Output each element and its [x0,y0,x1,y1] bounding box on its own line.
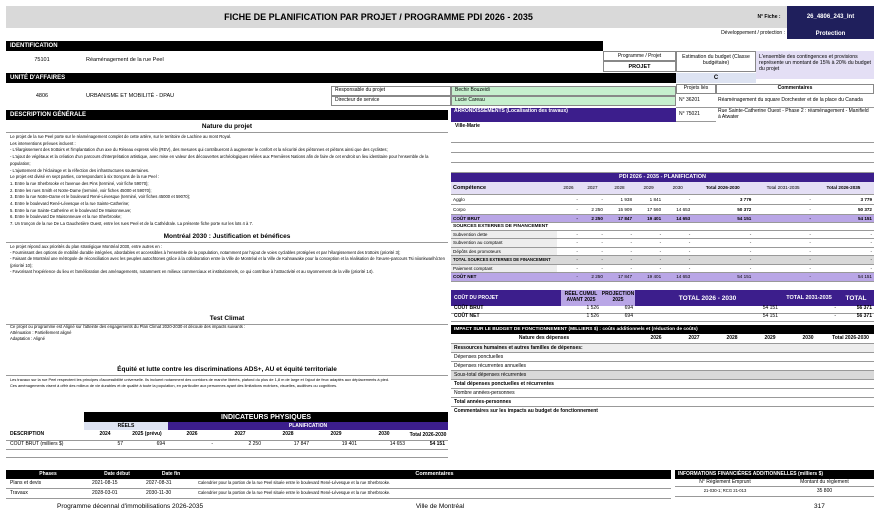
cell: 694 [624,313,633,319]
total3-label: TOTAL [838,290,874,306]
fiche-label: N° Fiche : [751,6,787,28]
cell: 14 653 [663,273,692,282]
phase-end: 2030-11-30 [146,489,172,496]
impact-row: Total années-personnes [451,398,874,407]
cell: - [813,256,874,265]
cell: - [813,247,874,256]
cell: 54 151 [429,441,445,448]
year-col: Total 2031-2035 [753,182,813,194]
linked-no-2: N° 75021 [676,108,716,122]
year-col: 2030 [663,182,692,194]
dir-label: Directeur de service [331,96,451,106]
phase-start: 2028-03-01 [92,489,118,496]
description-header: DESCRIPTION GÉNÉRALE [6,110,448,120]
cell: - [813,264,874,273]
phases-col: Date fin [161,470,181,477]
cell: - [753,273,813,282]
contingence-note: L'ensemble des contingences et provisions représente un montant de 15% à 20% du budget du projet [756,51,874,79]
cell: - [753,264,813,273]
nature-line: - L'ajout de végétaux et la création d'un parcours d'interprétation artistique, avec mise en valeur des découvertes archéologiques reliées aux Premières Nations afin de faire de cet endroit un lieu identitaire pour l'ensemble de la population; [10,154,429,166]
cell: - [663,230,692,239]
table-row [451,256,874,265]
fiche-number: 26_4806_243_Int [787,6,874,28]
ads-text [10,377,446,393]
nature-line: 3. Entre la rue Notre-Dame et le boulevard René-Lévesque (terminé, voir fiches 45000 et 59070); [10,194,191,200]
dev-label: Développement / protection : [721,29,785,36]
cell: - [663,256,692,265]
fin-col: N° Règlement Emprunt [699,478,751,485]
row-label: Agglo [451,194,557,204]
dev-value: Protection [787,28,874,39]
project-number: 75101 [34,56,50,63]
cell: - [634,239,663,248]
prog-label: Programme / Projet [603,51,676,61]
resp-label: Responsable du projet [331,86,451,96]
cell: 56 371 [856,313,872,319]
cell: - [557,264,580,273]
table-row [451,314,874,322]
prog-value: PROJET [603,61,676,72]
table-row [451,230,874,239]
cell: - [753,247,813,256]
proj-label: PROJECTION 2025 [601,290,635,306]
cell: 14 653 [389,441,405,448]
cell: - [692,264,753,273]
cell: 17 847 [605,273,634,282]
cell: - [834,305,836,311]
phase-comment: Calendrier pour la portion de la rue Peel située entre le boulevard René-Lévesque et la rue Sherbrooke. [198,490,391,496]
cell: - [580,239,605,248]
cell: - [605,247,634,256]
climat-text [10,324,446,360]
cell: - [834,313,836,319]
year-col: 2024 [99,431,111,438]
cell: 54 151 [692,273,753,282]
cell: 17 847 [293,441,309,448]
year-col: 2028 [282,431,294,438]
cell: 56 371 [856,305,872,311]
cell: 1 526 [586,305,599,311]
year-col: 2030 [378,431,390,438]
table-row [6,441,448,450]
row-label: Paiement comptant [451,264,557,273]
desc-label: DESCRIPTION [10,431,45,438]
m2030-line: - Fournissant des options de mobilité durable intégrées, abordables et accessibles à l'ensemble de la population, notamment par l'ajout de voies cyclables protégées et par l'élargissement des trottoirs (priorité 3); [10,250,401,256]
year-col: 2027 [234,431,246,438]
cell: - [557,204,580,214]
table-row [451,194,874,204]
linked-label: Projets liés [676,84,716,94]
cell: 19 401 [634,214,663,222]
cell: - [753,194,813,204]
cout-projet-label: COÛT DU PROJET [451,290,561,306]
estim-label: Estimation du budget (Classe budgétaire) [676,51,756,72]
nature-line: 5. Entre la rue Sainte-Catherine et le boulevard De Maisonneuve; [10,207,132,213]
cell: 1 938 [605,194,634,204]
arr-value: Ville-Marie [455,123,480,129]
plan-label: PLANIFICATION [168,422,448,430]
ads-line: Les travaux sur la rue Peel respectent les principes d'accessibilité universelle. Ils incluent notamment des corridors de marche libérés, plafond du plus de 1,8 m de large et l'ajout de feux adaptés aux déplacements à pied. [10,377,390,382]
cout-projet-table [451,290,874,322]
impact-row: Dépenses ponctuelles [451,353,874,362]
cell: - [580,256,605,265]
fin-title: INFORMATIONS FINANCIÈRES ADDITIONNELLES (milliers $) [675,470,874,479]
unite-header: UNITÉ D'AFFAIRES [6,73,676,83]
cell: - [557,239,580,248]
reels-label: RÉELS [84,422,168,430]
cell: 2 250 [580,273,605,282]
table-row [451,239,874,248]
cell: 15 909 [605,204,634,214]
linked-text-2: Rue Sainte-Catherine Ouest - Phase 2 : réaménagement - Manifield à Atwater [718,108,869,120]
footer-center: Ville de Montréal [415,503,465,510]
phase-end: 2027-08-31 [146,479,172,486]
dir-value: Lucie Careau [451,96,676,106]
row-label: COÛT BRUT [454,305,484,311]
cell: - [813,230,874,239]
cell: 54 151 [762,313,778,319]
cell: - [580,264,605,273]
nature-line: - L'élargissement des trottoirs et l'implantation d'un axe du Réseau express vélo (REV), des mesures qui contribueront à augmenter le confort et la sécurité des piétonnes et piétons ainsi que des cyclistes; [10,147,388,153]
phase-name: Plans et devis [10,479,42,486]
title-bar [6,6,751,28]
table-row [6,489,671,499]
year-col: Total 2026-2035 [813,182,874,194]
m2030-line: - Faisant de Montréal une métropole de réconciliation avec les peuples autochtones grâce à la collaboration entre la Ville de Montréal et la Ville de Kahnawake pour la conception et la réalisation de l'œuvre-parcours Tsi niionkwarihò:ten (priorité 10); [10,256,445,268]
year-col: 2026 [186,431,198,438]
nature-line: Les interventions prévues incluent : [10,140,76,146]
nature-line: 1. Entre la rue Sherbrooke et l'avenue des Pins (terminé, voir fiche 59070); [10,180,149,186]
climat-line: Ce projet ou programme est Aligné sur l'atteinte des engagements du Plan Climat 2020-2030 et découle des impacts suivants : [10,324,246,329]
unite-number: 4806 [35,92,49,99]
table-row [451,306,874,314]
impact-table [451,325,874,416]
cell: - [557,230,580,239]
row-label: Subvention au comptant [451,239,557,248]
cell: - [663,239,692,248]
year-col: 2029 [634,182,663,194]
year-col: 2029 [764,334,776,341]
row-label: Subvention dette [451,230,557,239]
cell: - [557,214,580,222]
cell: - [634,256,663,265]
cell: - [634,247,663,256]
row-label: Corpo [451,204,557,214]
table-row [451,214,874,222]
impact-row: Ressources humaines et autres familles de dépenses: [451,344,874,353]
nature-line: Le projet de la rue Peel porte sur le réaménagement complet de cette artère, sur le territoire de Lachine au mont Royal. [10,134,232,139]
cell: - [557,256,580,265]
cell: - [557,247,580,256]
footer-page: 317 [814,503,825,510]
fin-amount: 35 800 [816,487,833,494]
m2030-text [10,244,446,302]
linked-no-1: N° 36201 [676,94,716,108]
cell: 54 151 [813,273,874,282]
year-col: 2026 [650,334,662,341]
phase-start: 2021-08-15 [92,479,118,486]
row-label: COÛT NET [451,273,557,282]
cell: 54 151 [692,214,753,222]
page-title: FICHE DE PLANIFICATION PAR PROJET / PROGRAMME PDI 2026 - 2035 [224,12,533,22]
cell: 694 [156,441,165,448]
cell: - [211,441,213,448]
pdi-table [451,173,874,282]
climat-line: Adaptation : Aligné [10,336,45,342]
cell: - [663,194,692,204]
impact-row: Sous-total dépenses récurrentes [451,371,874,380]
fin-reg: 21-030-1; RCG 21-013 [703,488,747,494]
table-row [451,204,874,214]
nature-line: - L'ajustement de l'éclairage et la réfection des infrastructures souterraines. [10,167,150,173]
cell: - [753,230,813,239]
climat-line: Atténuation : Partiellement aligné [10,330,72,336]
cell: - [692,230,753,239]
cell: - [692,247,753,256]
cell: 14 653 [663,214,692,222]
cell: 694 [624,305,633,311]
phases-col: Commentaires [415,471,454,478]
cell: 54 151 [813,214,874,222]
impact-row: Total dépenses ponctuelles et récurrentes [451,380,874,389]
cell: - [753,256,813,265]
ads-line: Ces aménagements visent à offrir des milieux de vie durables et de qualité à toute la population, en particulier aux personnes ayant des limitations motrices, visuelles, auditives ou cognitives. [10,382,338,388]
year-col: 2030 [802,334,814,341]
year-col: Total 2026-2030 [832,335,869,341]
total-label: TOTAL 2026 - 2030 [635,290,780,306]
sources-label: SOURCES EXTERNES DE FINANCEMENT [451,222,874,230]
year-col: 2027 [580,182,605,194]
cell: 57 [117,441,123,448]
project-name: Réaménagement de la rue Peel [86,56,164,63]
cell: - [634,264,663,273]
indicateurs-table [6,412,448,458]
nature-title: Nature du projet [6,123,448,133]
resp-value: Bechir Bouzeidi [451,86,676,96]
arr-label: ARRONDISSEMENTS (Localisation des travaux) [451,108,676,122]
row-label: COÛT BRUT [451,214,557,222]
cell: 3 779 [692,194,753,204]
phases-col: Phases [39,470,57,477]
table-row [451,273,874,282]
nature-label: Nature des dépenses [518,334,570,341]
year-col: 2027 [688,334,700,341]
cell: 2 250 [580,214,605,222]
nature-line: 2. Entre les rues Smith et Notre-Dame (terminé, voir fiches 45000 et 59070); [10,187,152,193]
total2-label: TOTAL 2031-2035 [780,290,838,306]
phase-name: Travaux [10,489,28,496]
cell: 50 372 [813,204,874,214]
table-row [6,479,671,489]
impact-comments-label: Commentaires sur les impacts au budget de fonctionnement [454,408,598,414]
nature-line: 4. Entre le boulevard René-Lévesque et la rue Sainte-Catherine; [10,201,130,207]
year-col: 2025 (prévu) [132,431,162,438]
table-row [675,487,874,497]
cell: 3 779 [813,194,874,204]
cell: - [753,214,813,222]
identification-header: IDENTIFICATION [6,41,603,51]
nature-line: 7. Un tronçon de la rue De La Gauchetière Ouest, entre les rues Peel et de la Cathédrale. La présente fiche porte sur les lots 4 à 7. [10,221,254,227]
cell: - [605,256,634,265]
year-col: Total 2026-2030 [409,431,447,438]
phase-comment: Calendrier pour la portion de la rue Peel située entre le boulevard René-Lévesque et la rue Sherbrooke. [198,480,391,486]
cell: - [605,239,634,248]
cell: 2 250 [580,204,605,214]
cell: 1 526 [586,313,599,319]
m2030-line: - Favorisant l'expérience du lieu et l'amélioration des aménagements, notamment en milieux commerciaux et institutionnels, ce qui contribue à l'attractivité et au rayonnement de la ville (priorité 14). [10,268,374,274]
cell: 50 372 [692,204,753,214]
row-label: Dépôts des promoteurs [451,247,557,256]
phases-col: Date début [104,470,130,477]
cell: - [580,230,605,239]
pdi-title: PDI 2026 - 2035 - PLANIFICATION [451,173,874,182]
indicateurs-title: INDICATEURS PHYSIQUES [84,412,448,422]
m2030-line: Le projet répond aux priorités du plan stratégique Montréal 2030, entre autres en : [10,244,163,249]
impact-row: Nombre années-personnes [451,389,874,398]
cell: - [663,264,692,273]
linked-text-1: Réaménagement du square Dorchester et de la place du Canada [716,94,874,108]
arr-lines [451,133,874,173]
cell: 17 847 [605,214,634,222]
reel-label: RÉEL CUMUL AVANT 2025 [561,290,601,306]
comments-label: Commentaires [716,84,874,94]
cell: 17 560 [634,204,663,214]
cell: 19 401 [341,441,357,448]
cell: - [605,230,634,239]
cell: 19 401 [634,273,663,282]
impact-title: IMPACT SUR LE BUDGET DE FONCTIONNEMENT (MILLIERS $) : coûts additionnels et (réduction de coûts) [451,325,874,334]
cell: - [753,204,813,214]
year-col: 2026 [557,182,580,194]
cell: - [580,194,605,204]
cell: - [557,273,580,282]
cell: 1 841 [634,194,663,204]
cell: 54 151 [762,305,778,311]
year-col: 2029 [330,431,342,438]
year-col: 2028 [726,334,738,341]
footer-left: Programme décennal d'immobilisations 2026-2035 [57,503,204,510]
cell: 14 653 [663,204,692,214]
cell: - [634,230,663,239]
table-row [451,247,874,256]
cell: - [692,256,753,265]
phases-table [6,470,671,499]
fin-col: Montant du règlement [800,478,849,485]
cell: - [813,239,874,248]
cell: - [605,264,634,273]
cell: - [692,239,753,248]
cell: - [557,194,580,204]
row-label: COÛT BRUT (milliers $) [10,441,64,448]
impact-row: Dépenses récurrentes annuelles [451,362,874,371]
competence-label: Compétence [451,182,557,194]
year-col: Total 2026-2030 [692,182,753,194]
unite-name: URBANISME ET MOBILITÉ - DPAU [86,92,175,99]
fin-table [675,470,874,497]
nature-line: 6. Entre le boulevard De Maisonneuve et la rue Sherbrooke; [10,214,122,220]
ads-title: Équité et lutte contre les discriminations ADS+, AU et équité territoriale [6,366,448,376]
nature-line: Le projet est divisé en sept parties, correspondant à six tronçons de la rue Peel : [10,174,159,180]
cell: - [663,247,692,256]
climat-title: Test Climat [6,315,448,325]
row-label: COÛT NET [454,313,480,319]
cell: - [753,239,813,248]
year-col: 2028 [605,182,634,194]
m2030-title: Montréal 2030 : Justification et bénéfices [6,233,448,243]
row-label: TOTAL SOURCES EXTERNES DE FINANCEMENT [451,256,557,265]
table-row [451,264,874,273]
nature-text [10,134,446,232]
cell: - [580,247,605,256]
cell: 2 250 [248,441,261,448]
estim-value: C [676,73,756,83]
